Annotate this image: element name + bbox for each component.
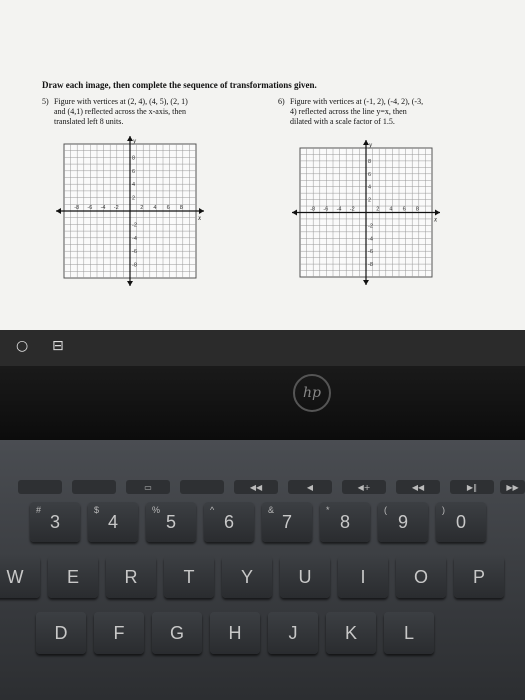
x-tick-label: 8 bbox=[179, 205, 183, 211]
key-y[interactable] bbox=[222, 556, 272, 598]
function-key[interactable] bbox=[180, 480, 224, 494]
key-6-label: 6 bbox=[223, 511, 234, 532]
key-9-label: 9 bbox=[397, 511, 408, 532]
key-7[interactable] bbox=[262, 502, 312, 542]
key-3-label: 3 bbox=[49, 511, 60, 532]
key-6[interactable] bbox=[204, 502, 254, 542]
key-7-shift-label: & bbox=[268, 505, 275, 515]
key-6-shift-label: ^ bbox=[210, 505, 215, 515]
x-tick-label: 2 bbox=[140, 205, 144, 211]
y-tick-label: -2 bbox=[368, 223, 373, 230]
key-j[interactable] bbox=[268, 612, 318, 654]
y-tick-label: 2 bbox=[132, 195, 136, 202]
problem-6-line-1: Figure with vertices at (-1, 2), (-4, 2), (-3, bbox=[290, 97, 424, 106]
key-8[interactable] bbox=[320, 502, 370, 542]
problem-5-number: 5) bbox=[42, 97, 49, 106]
y-tick-label: -4 bbox=[132, 235, 137, 242]
y-axis-label: y bbox=[369, 141, 373, 149]
key-w-label: W bbox=[6, 566, 24, 587]
hp-logo: hp bbox=[293, 374, 331, 412]
y-axis-arrow-down bbox=[127, 281, 133, 286]
key-e-label: E bbox=[66, 566, 79, 587]
key-7-label: 7 bbox=[281, 511, 292, 532]
function-key-play[interactable]: ▶‖ bbox=[450, 480, 494, 494]
key-4-shift-label: $ bbox=[94, 505, 100, 515]
key-5-label: 5 bbox=[165, 511, 176, 532]
x-tick-label: -6 bbox=[87, 205, 93, 211]
x-tick-label: 6 bbox=[166, 205, 170, 211]
x-tick-label: -4 bbox=[100, 205, 106, 211]
key-u[interactable] bbox=[280, 556, 330, 598]
y-tick-label: 2 bbox=[368, 197, 372, 204]
worksheet-title: Draw each image, then complete the sequence of transformations given. bbox=[42, 80, 317, 90]
key-i-label: I bbox=[360, 566, 366, 587]
problem-5-line-3: translated left 8 units. bbox=[54, 117, 124, 126]
key-r[interactable] bbox=[106, 556, 156, 598]
x-tick-label: -8 bbox=[310, 206, 316, 213]
x-tick-label: -4 bbox=[336, 206, 342, 213]
key-d-label: D bbox=[54, 622, 68, 643]
key-9-shift-label: ( bbox=[384, 505, 387, 515]
x-tick-label: 6 bbox=[402, 206, 406, 213]
key-h-label: H bbox=[228, 622, 242, 643]
y-tick-label: -8 bbox=[368, 262, 373, 269]
key-r-label: R bbox=[124, 566, 138, 587]
worksheet-document bbox=[0, 0, 525, 340]
y-axis-label: y bbox=[133, 137, 137, 145]
problem-5-line-2: and (4,1) reflected across the x-axis, then bbox=[54, 107, 186, 116]
start-circle-icon[interactable]: ○ bbox=[16, 338, 29, 354]
problem-6 bbox=[278, 97, 508, 137]
key-o-label: O bbox=[413, 566, 428, 587]
y-tick-label: 4 bbox=[368, 184, 372, 191]
key-p[interactable] bbox=[454, 556, 504, 598]
key-f[interactable] bbox=[94, 612, 144, 654]
x-axis-arrow-left bbox=[292, 210, 297, 216]
key-3[interactable] bbox=[30, 502, 80, 542]
laptop-screen bbox=[0, 0, 525, 340]
coordinate-grid-6 bbox=[292, 140, 440, 285]
key-3-shift-label: # bbox=[36, 505, 42, 515]
x-axis-label: x bbox=[198, 214, 202, 222]
key-h[interactable] bbox=[210, 612, 260, 654]
key-l[interactable] bbox=[384, 612, 434, 654]
x-tick-label: 4 bbox=[153, 205, 157, 211]
x-tick-label: -2 bbox=[349, 206, 355, 213]
x-tick-label: 2 bbox=[376, 206, 380, 213]
key-0-label: 0 bbox=[455, 511, 466, 532]
key-g-label: G bbox=[169, 622, 184, 643]
function-key[interactable]: ◀+ bbox=[342, 480, 386, 494]
y-tick-label: -6 bbox=[132, 249, 137, 256]
x-axis-arrow-left bbox=[56, 208, 61, 214]
function-key-next[interactable]: ▶▶ bbox=[500, 480, 525, 494]
y-tick-label: 8 bbox=[368, 158, 372, 165]
y-axis-arrow-down bbox=[363, 280, 369, 285]
function-key-mute[interactable]: ▭ bbox=[126, 480, 170, 494]
keyboard bbox=[0, 440, 525, 700]
y-tick-label: 8 bbox=[132, 155, 136, 162]
key-i[interactable] bbox=[338, 556, 388, 598]
key-d[interactable] bbox=[36, 612, 86, 654]
x-tick-label: 4 bbox=[389, 206, 393, 213]
y-tick-label: 6 bbox=[368, 171, 372, 178]
key-k[interactable] bbox=[326, 612, 376, 654]
key-4-label: 4 bbox=[107, 511, 118, 532]
coordinate-grid-5 bbox=[56, 136, 204, 286]
x-tick-label: 8 bbox=[415, 206, 419, 213]
problem-6-line-3: dilated with a scale factor of 1.5. bbox=[290, 117, 395, 126]
function-key[interactable] bbox=[72, 480, 116, 494]
problem-6-number: 6) bbox=[278, 97, 285, 106]
x-tick-label: -2 bbox=[113, 205, 119, 211]
problem-5 bbox=[42, 97, 272, 137]
key-y-label: Y bbox=[240, 566, 253, 587]
key-u-label: U bbox=[298, 566, 312, 587]
key-8-shift-label: * bbox=[326, 505, 330, 515]
laptop-bezel bbox=[0, 366, 525, 440]
key-9[interactable] bbox=[378, 502, 428, 542]
y-tick-label: -8 bbox=[132, 262, 137, 269]
function-key[interactable] bbox=[18, 480, 62, 494]
y-tick-label: 4 bbox=[132, 182, 136, 189]
function-key[interactable]: ◀ bbox=[288, 480, 332, 494]
key-l-label: L bbox=[403, 622, 414, 643]
key-g[interactable] bbox=[152, 612, 202, 654]
key-k-label: K bbox=[344, 622, 357, 643]
key-t[interactable] bbox=[164, 556, 214, 598]
y-tick-label: -6 bbox=[368, 249, 373, 256]
key-p-label: P bbox=[472, 566, 485, 587]
y-tick-label: -4 bbox=[368, 236, 373, 243]
y-tick-label: 6 bbox=[132, 168, 136, 175]
x-tick-label: -6 bbox=[323, 206, 329, 213]
key-f-label: F bbox=[113, 622, 125, 643]
key-e[interactable] bbox=[48, 556, 98, 598]
problem-5-line-1: Figure with vertices at (2, 4), (4, 5), (2, 1) bbox=[54, 97, 188, 106]
y-tick-label: -2 bbox=[132, 222, 137, 229]
key-t-label: T bbox=[183, 566, 195, 587]
key-0[interactable] bbox=[436, 502, 486, 542]
function-key-prev[interactable]: ◀◀ bbox=[396, 480, 440, 494]
key-8-label: 8 bbox=[339, 511, 350, 532]
key-5[interactable] bbox=[146, 502, 196, 542]
key-o[interactable] bbox=[396, 556, 446, 598]
function-key-volume[interactable]: ◀◀ bbox=[234, 480, 278, 494]
key-4[interactable] bbox=[88, 502, 138, 542]
key-5-shift-label: % bbox=[152, 505, 161, 515]
x-axis-label: x bbox=[434, 215, 438, 224]
problem-6-line-2: 4) reflected across the line y=x, then bbox=[290, 107, 407, 116]
key-0-shift-label: ) bbox=[442, 505, 445, 515]
key-w[interactable] bbox=[0, 556, 40, 598]
taskbar bbox=[0, 330, 525, 366]
x-tick-label: -8 bbox=[74, 205, 80, 211]
key-j-label: J bbox=[288, 622, 298, 643]
task-view-icon[interactable]: ⊟ bbox=[52, 338, 64, 354]
